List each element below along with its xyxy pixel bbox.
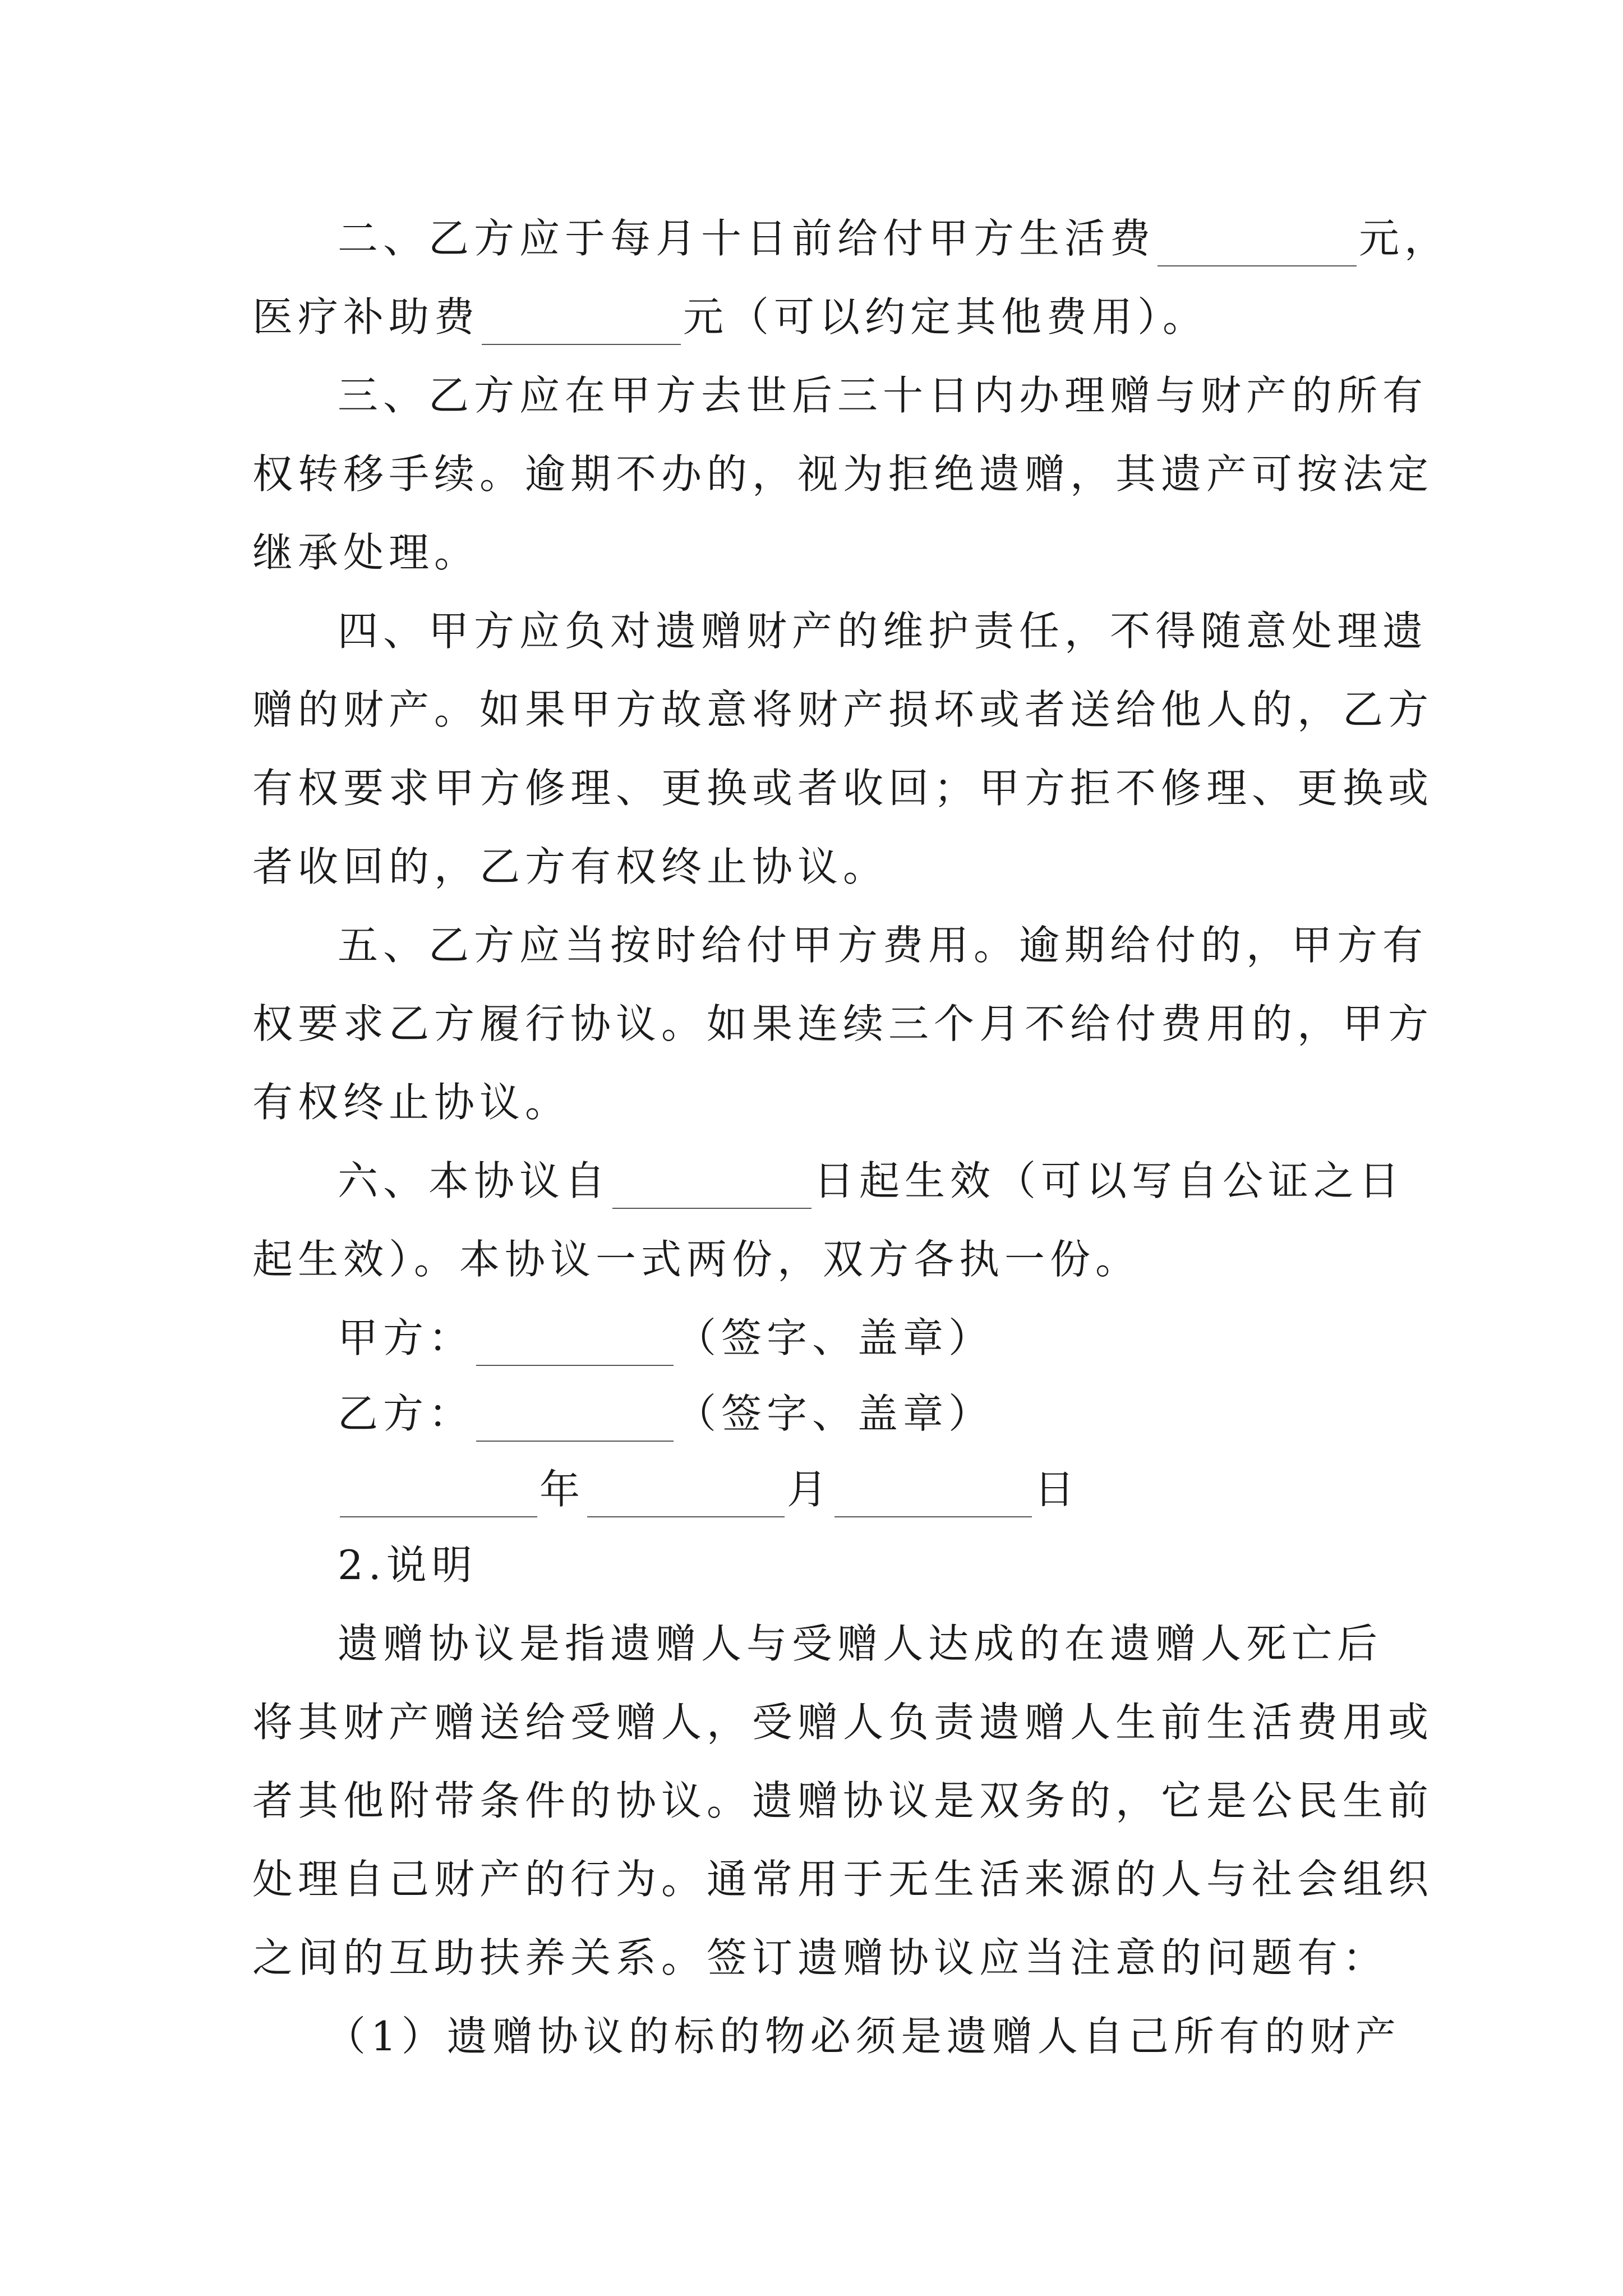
party-a-note: （签字、盖章）: [676, 1314, 994, 1361]
month-blank: [587, 1478, 785, 1517]
clause-6-text-b: 日起生效（可以写自公证之日: [814, 1157, 1405, 1204]
clause-3-line-1: 三、乙方应在甲方去世后三十日内办理赠与财产的所有: [338, 372, 1428, 419]
year-label: 年: [540, 1466, 585, 1513]
clause-3-line-3: 继承处理。: [252, 529, 480, 576]
section-2-para-line-5: 之间的互助扶养关系。签订遗赠协议应当注意的问题有：: [252, 1934, 1389, 1981]
clause-2-text-d: 元（可以约定其他费用）。: [683, 293, 1209, 341]
clause-5-line-2: 权要求乙方履行协议。如果连续三个月不给付费用的，甲方: [252, 1000, 1434, 1047]
clause-2-text-a: 二、乙方应于每月十日前给付甲方生活费: [338, 215, 1156, 262]
clause-2-text-b: 元，: [1359, 215, 1450, 262]
clause-6-text-a: 六、本协议自: [338, 1157, 611, 1204]
year-blank: [340, 1478, 537, 1517]
clause-2-line-2: [252, 289, 1208, 345]
clause-3-line-2: 权转移手续。逾期不办的，视为拒绝遗赠，其遗产可按法定: [252, 450, 1434, 498]
day-label: 日: [1034, 1466, 1080, 1513]
section-2-item-1: （1）遗赠协议的标的物必须是遗赠人自己所有的财产: [325, 2013, 1401, 2060]
clause-5-line-1: 五、乙方应当按时给付甲方费用。逾期给付的，甲方有: [338, 922, 1428, 969]
section-2-heading: 2.说明: [338, 1542, 477, 1589]
clause-2-text-c: 医疗补助费: [252, 293, 480, 341]
clause-4-line-1: 四、甲方应负对遗赠财产的维护责任，不得随意处理遗: [338, 608, 1428, 655]
medical-subsidy-blank: [482, 306, 681, 345]
clause-6-line-2: 起生效）。本协议一式两份，双方各执一份。: [252, 1236, 1141, 1283]
date-line: [338, 1461, 1080, 1517]
section-2-para-line-4: 处理自己财产的行为。通常用于无生活来源的人与社会组织: [252, 1856, 1434, 1903]
clause-6-line-1: [338, 1153, 1404, 1209]
party-b-blank: [476, 1402, 674, 1442]
section-2-para-line-2: 将其财产赠送给受赠人，受赠人负责遗赠人生前生活费用或: [252, 1699, 1434, 1746]
day-blank: [834, 1478, 1032, 1517]
party-b-label: 乙方：: [338, 1390, 474, 1437]
clause-2-line-1: [338, 210, 1450, 266]
party-a-label: 甲方：: [338, 1314, 474, 1361]
party-b-signature-line: [338, 1386, 994, 1442]
section-2-para-line-3: 者其他附带条件的协议。遗赠协议是双务的，它是公民生前: [252, 1777, 1434, 1824]
party-b-note: （签字、盖章）: [676, 1390, 994, 1437]
effective-date-blank: [612, 1170, 811, 1209]
party-a-signature-line: [338, 1310, 994, 1366]
living-expense-blank: [1158, 227, 1357, 266]
clause-4-line-2: 赠的财产。如果甲方故意将财产损坏或者送给他人的，乙方: [252, 686, 1434, 733]
month-label: 月: [787, 1466, 833, 1513]
section-2-para-line-1: 遗赠协议是指遗赠人与受赠人达成的在遗赠人死亡后: [338, 1620, 1383, 1667]
clause-4-line-4: 者收回的，乙方有权终止协议。: [252, 843, 889, 890]
clause-4-line-3: 有权要求甲方修理、更换或者收回；甲方拒不修理、更换或: [252, 765, 1434, 812]
party-a-blank: [476, 1327, 674, 1366]
clause-5-line-3: 有权终止协议。: [252, 1079, 571, 1126]
